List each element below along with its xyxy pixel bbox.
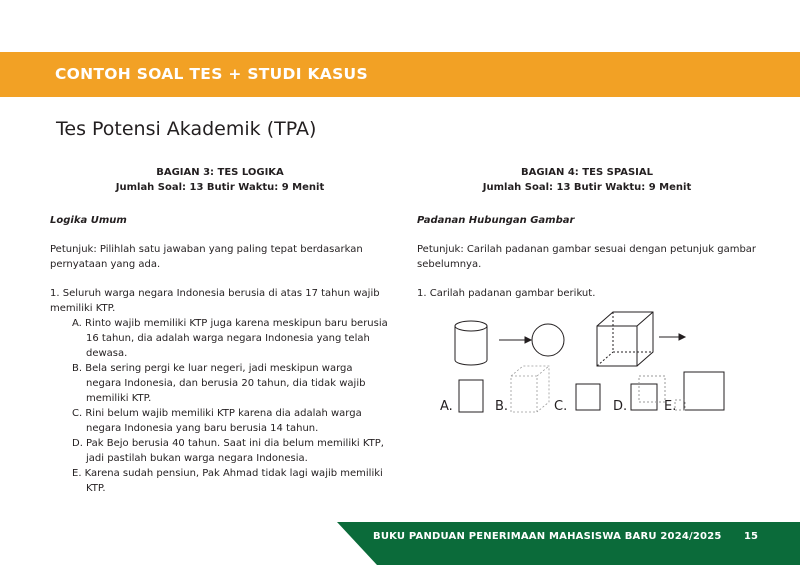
cube-shape — [597, 312, 653, 366]
section-subheading: Jumlah Soal: 13 Butir Waktu: 9 Menit — [115, 182, 325, 193]
logic-test-section — [50, 165, 390, 496]
option-e: E. Karena sudah pensiun, Pak Ahmad tidak lagi wajib memiliki KTP. — [72, 468, 383, 494]
label-b: B. — [495, 399, 509, 414]
spatial-figure — [437, 310, 737, 420]
topic-title: Padanan Hubungan Gambar — [417, 215, 575, 226]
cylinder-shape — [455, 321, 487, 365]
arrow-shape — [499, 337, 531, 343]
banner-title: CONTOH SOAL TES + STUDI KASUS — [55, 65, 368, 83]
label-d: D. — [613, 399, 628, 414]
option-e-shape — [675, 372, 724, 410]
instruction-text: Petunjuk: Pilihlah satu jawaban yang paling tepat berdasarkan pernyataan yang ada. — [50, 244, 363, 270]
option-b-shape — [511, 366, 549, 412]
section-heading: BAGIAN 3: TES LOGIKA — [156, 167, 284, 178]
option-a: A. Rinto wajib memiliki KTP juga karena meskipun baru berusia 16 tahun, dia adalah warga negara Indonesia yang telah dewasa. — [72, 318, 388, 359]
option-d-shape — [631, 376, 665, 410]
option-d: D. Pak Bejo berusia 40 tahun. Saat ini dia belum memiliki KTP, jadi pastilah bukan warga negara Indonesia. — [72, 438, 384, 464]
page-number: 15 — [744, 531, 758, 542]
answer-options — [50, 316, 390, 496]
section-heading: BAGIAN 4: TES SPASIAL — [520, 167, 654, 178]
label-c: C. — [554, 399, 568, 414]
option-b: B. Bela sering pergi ke luar negeri, jadi meskipun warga negara Indonesia, dan berusia 20 tahun, dia tidak wajib memiliki KTP. — [72, 363, 366, 404]
arrow-shape — [659, 334, 685, 340]
question-text: 1. Carilah padanan gambar berikut. — [417, 288, 596, 299]
page-title: Tes Potensi Akademik (TPA) — [56, 118, 317, 140]
option-c-shape — [576, 384, 600, 410]
instruction-text: Petunjuk: Carilah padanan gambar sesuai dengan petunjuk gambar sebelumnya. — [417, 244, 757, 270]
spatial-test-section — [417, 165, 757, 301]
circle-shape — [532, 324, 564, 356]
question-text: 1. Seluruh warga negara Indonesia berusia di atas 17 tahun wajib memiliki KTP. — [50, 288, 380, 314]
footer-band — [337, 522, 800, 565]
topic-title: Logika Umum — [50, 215, 127, 226]
section-subheading: Jumlah Soal: 13 Butir Waktu: 9 Menit — [482, 182, 692, 193]
section-banner — [0, 52, 800, 97]
label-a: A. — [440, 399, 453, 414]
footer-title: BUKU PANDUAN PENERIMAAN MAHASISWA BARU 2024/2025 — [373, 531, 722, 542]
label-e: E. — [664, 399, 677, 414]
option-c: C. Rini belum wajib memiliki KTP karena dia adalah warga negara Indonesia yang baru berusia 14 tahun. — [72, 408, 362, 434]
option-a-shape — [459, 380, 483, 412]
